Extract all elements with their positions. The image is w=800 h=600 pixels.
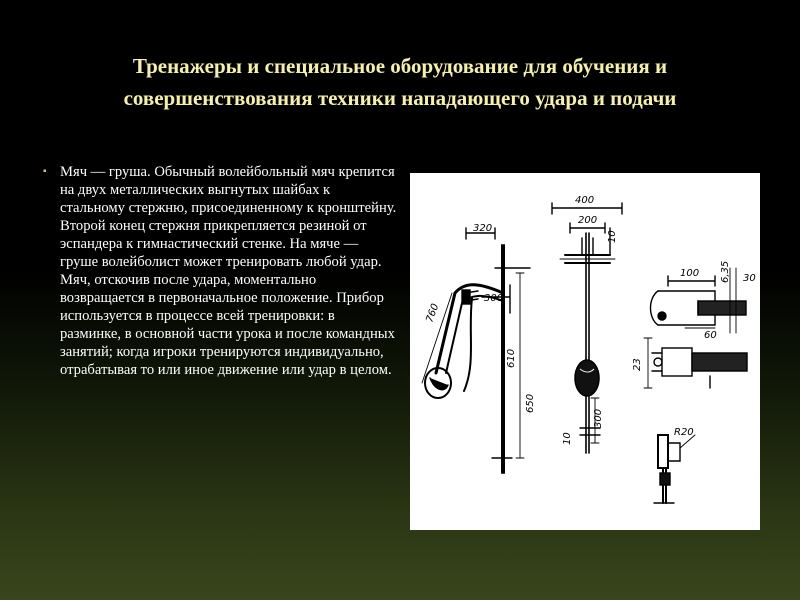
dim-200: 200 xyxy=(578,215,598,226)
dim-300: 300 xyxy=(484,293,504,304)
title-line-2: совершенствования техники нападающего удара и подачи xyxy=(123,86,677,110)
bullet-icon: ▪ xyxy=(43,166,47,177)
dim-320: 320 xyxy=(473,223,493,234)
bullet-text: Мяч — груша. Обычный волейбольный мяч крепится на двух металлических выгнутых шайбах к стальному стержню, присоединенному к кронштейну. Второй конец стержня прикрепляется резиной от эспандера к гимнастический стенке. На мяче — груше волейболист может тренировать любой удар. Мяч, отскочив после удара, моментально возвращается в первоначальное положение. Прибор используется в процессе всей тренировки: в разминке, в основной части урока и после командных занятий; когда игроки тренируются индивидуально, отрабатывая то или иное движение или удар в целом. xyxy=(60,164,397,378)
technical-drawing-svg xyxy=(410,173,760,530)
dim-650: 650 xyxy=(525,393,536,413)
dim-300-bottom: 300 xyxy=(593,408,604,428)
dim-r20: R20 xyxy=(674,427,694,438)
dim-6-35: 6,35 xyxy=(720,260,731,283)
dim-10-bottom: 10 xyxy=(562,432,573,445)
dim-760: 760 xyxy=(424,302,442,325)
dim-100: 100 xyxy=(680,268,700,279)
dim-610: 610 xyxy=(506,348,517,368)
dim-400: 400 xyxy=(575,195,595,206)
dim-23: 23 xyxy=(632,358,643,371)
dim-60: 60 xyxy=(704,330,717,341)
dim-30: 30 xyxy=(743,273,756,284)
title-line-1: Тренажеры и специальное оборудование для обучения и xyxy=(132,54,668,78)
bullet-list xyxy=(43,163,398,379)
dim-10-top: 10 xyxy=(607,230,618,243)
equipment-drawing xyxy=(410,173,760,530)
slide-title xyxy=(30,50,770,114)
